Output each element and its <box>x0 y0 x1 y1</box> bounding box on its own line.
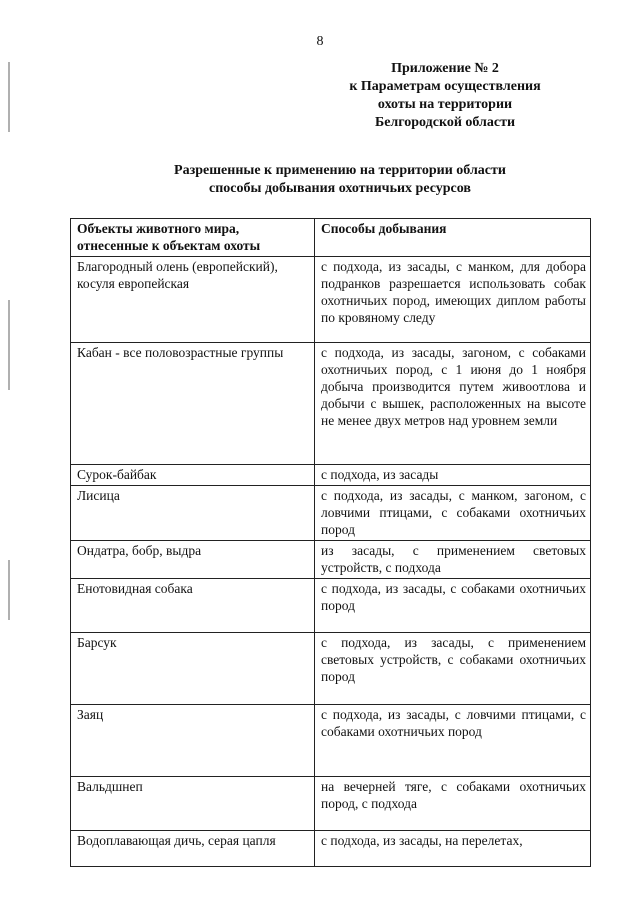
document-title <box>100 162 580 198</box>
species-cell: Сурок-байбак <box>71 465 315 486</box>
species-cell: Благородный олень (европейский), косуля европейская <box>71 257 315 343</box>
species-cell: Енотовидная собака <box>71 579 315 633</box>
method-cell: с подхода, из засады, с собаками охотничьих пород <box>315 579 591 633</box>
appendix-line: охоты на территории <box>377 97 513 112</box>
table-row <box>71 705 591 777</box>
appendix-line: к Параметрам осуществления <box>349 79 541 94</box>
species-cell: Водоплавающая дичь, серая цапля <box>71 831 315 867</box>
table-row <box>71 465 591 486</box>
header-methods: Способы добывания <box>315 219 591 257</box>
title-line: способы добывания охотничьих ресурсов <box>209 181 471 196</box>
species-cell: Кабан - все половозрастные группы <box>71 343 315 465</box>
header-objects: Объекты животного мира, отнесенные к объектам охоты <box>71 219 315 257</box>
table-header-row <box>71 219 591 257</box>
species-cell: Барсук <box>71 633 315 705</box>
appendix-line: Белгородской области <box>374 115 516 130</box>
table-row <box>71 579 591 633</box>
table-row <box>71 343 591 465</box>
method-cell: с подхода, из засады, с применением световых устройств, с собаками охотничьих пород <box>315 633 591 705</box>
table-row <box>71 777 591 831</box>
species-cell: Лисица <box>71 486 315 541</box>
hunting-methods-table <box>70 218 591 867</box>
table-row <box>71 541 591 579</box>
method-cell: с подхода, из засады, на перелетах, <box>315 831 591 867</box>
method-cell: с подхода, из засады <box>315 465 591 486</box>
appendix-line: Приложение № 2 <box>391 61 499 76</box>
table-row <box>71 831 591 867</box>
table-row <box>71 633 591 705</box>
species-cell: Вальдшнеп <box>71 777 315 831</box>
scan-edge-mark <box>8 300 10 390</box>
scan-edge-mark <box>8 62 10 132</box>
method-cell: с подхода, из засады, с ловчими птицами, с собаками охотничьих пород <box>315 705 591 777</box>
species-cell: Заяц <box>71 705 315 777</box>
method-cell: с подхода, из засады, с манком, для добора подранков разрешается использовать собак охотничьих пород, имеющих диплом работы по кровяному следу <box>315 257 591 343</box>
method-cell: с подхода, из засады, с манком, загоном, с ловчими птицами, с собаками охотничьих пород <box>315 486 591 541</box>
appendix-header <box>340 60 550 132</box>
method-cell: с подхода, из засады, загоном, с собаками охотничьих пород, с 1 июня до 1 ноября добыча производится путем живоотлова и добычи с вышек, расположенных на высоте не менее двух метров над уровнем земли <box>315 343 591 465</box>
method-cell: на вечерней тяге, с собаками охотничьих пород, с подхода <box>315 777 591 831</box>
method-cell: из засады, с применением световых устройств, с подхода <box>315 541 591 579</box>
table-row <box>71 257 591 343</box>
scan-edge-mark <box>8 560 10 620</box>
page-number: 8 <box>316 34 324 49</box>
species-cell: Ондатра, бобр, выдра <box>71 541 315 579</box>
title-line: Разрешенные к применению на территории области <box>174 163 506 178</box>
table-row <box>71 486 591 541</box>
